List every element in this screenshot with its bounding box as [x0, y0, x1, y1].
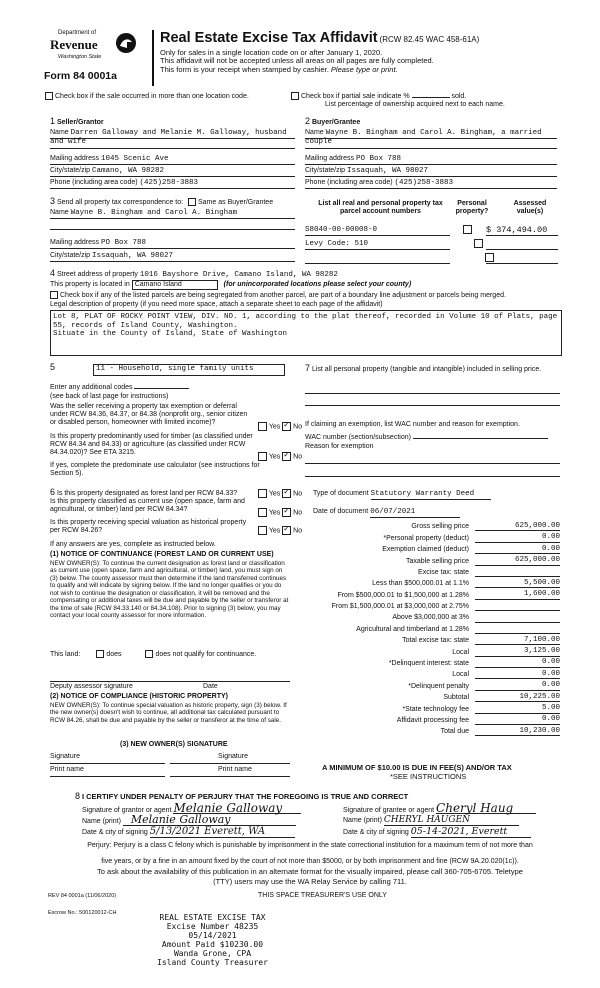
this-land-line: This land: does does not qualify for continuance.: [50, 650, 257, 658]
tax-row-label: From $1,500,000.01 at $3,000,000 at 2.75%: [331, 603, 469, 611]
tax-row: [300, 611, 560, 622]
stamp-line: 05/14/2021: [188, 930, 237, 940]
form-title: Real Estate Excise Tax Affidavit: [160, 30, 378, 46]
deputy-sig-label: Deputy assessor signature: [50, 683, 133, 690]
tax-row: [300, 588, 560, 599]
legal-line-1: Lot 8, PLAT OF ROCKY POINT VIEW, DIV. NO. 1, according to the plat thereof, recorded in Volume 10 of Plats, page 55, records of Island County, Washington.: [53, 313, 558, 330]
seller-city-line: City/state/zip Camano, WA 98282: [50, 167, 295, 177]
stamp-line: Island County Treasurer: [157, 957, 268, 967]
tax-row-label: Affidavit processing fee: [396, 716, 469, 724]
sec6-q2-no[interactable]: [282, 508, 291, 517]
owner-print-label-1: Print name: [50, 766, 84, 773]
sec5-q1-yes[interactable]: [258, 422, 267, 431]
see-instructions: *SEE INSTRUCTIONS: [390, 772, 467, 781]
owner-sig-line-1[interactable]: [50, 762, 165, 764]
stamp-line: Amount Paid $10230.00: [161, 939, 264, 949]
tax-row: [300, 702, 560, 713]
tax-row-value[interactable]: 7,100.00: [475, 636, 560, 646]
reason-exemption: Reason for exemption: [305, 443, 374, 450]
tax-row-label: Subtotal: [443, 694, 469, 702]
header-divider: [152, 30, 154, 86]
treasurer-use: THIS SPACE TREASURER'S USE ONLY: [258, 892, 387, 899]
tax-row-value[interactable]: 625,000.00: [475, 522, 560, 532]
tax-row-value[interactable]: 0.00: [475, 658, 560, 668]
rev-number: REV 84 0001a (11/06/2020): [48, 893, 117, 899]
buyer-mailing-field[interactable]: PO Box 788: [355, 155, 401, 163]
sec5-q2-answers: Yes ✓ No: [258, 452, 302, 461]
tax-row-label: Exemption claimed (deduct): [382, 546, 469, 554]
tax-row-value[interactable]: 625,000.00: [475, 556, 560, 566]
seller-heading: 1 Seller/Grantor: [50, 116, 104, 126]
wac-number-field[interactable]: [413, 438, 548, 439]
stamp-line: REAL ESTATE EXCISE TAX: [159, 913, 266, 922]
header-note-1: Only for sales in a single location code on or after January 1, 2020.: [160, 47, 383, 57]
notice1-text: NEW OWNER(S): To continue the current designation as forest land or classification as current use (open space, farm and agricultural, or timber) land, you must sign on (3) below. The county assessor must then determine if the land transferred continues to qualify and will indicate by signing below. If the land no longer qualifies or you do not wish to continue the designation or classification, it will be removed and the compensating or additional taxes will be due and payable by the seller or transferor at the time of sale (RCW 84.33.140 or 84.34.108). Prior to signing (3) below, you may contact your local county assessor for more information.: [50, 560, 289, 619]
land-does-checkbox[interactable]: [96, 650, 104, 658]
sec7-line-2[interactable]: [305, 404, 560, 406]
tax-row: [300, 623, 560, 634]
tax-row-label: Less than $500,000.01 at 1.1%: [372, 580, 469, 588]
dor-logo: [40, 30, 150, 88]
grantor-date-field[interactable]: 5/13/2021 Everett, WA: [150, 827, 295, 838]
buyer-name-field[interactable]: Wayne B. Bingham and Carol A. Bingham, a married couple: [305, 129, 542, 146]
sec6-q3-answers: Yes ✓ No: [258, 526, 302, 535]
if-any-yes: If any answers are yes, complete as instructed below.: [50, 541, 216, 548]
wac-claim: If claiming an exemption, list WAC number and reason for exemption.: [305, 421, 520, 428]
sec5-q2-no[interactable]: [282, 452, 291, 461]
tax-row-label: Excise tax: state: [418, 568, 469, 576]
form-number: Form 84 0001a: [44, 70, 117, 82]
sec5-q1-answers: Yes ✓ No: [258, 422, 302, 431]
seller-phone-line: Phone (including area code) (425)258-3883: [50, 179, 295, 189]
use-code-value: 11 - Household, single family units: [96, 365, 254, 373]
buyer-phone-line: Phone (including area code) (425)258-3883: [305, 179, 557, 189]
located-select[interactable]: Camano Island: [132, 280, 218, 290]
sec5-q2: Is this property predominantly used for timber (as classified under RCW 84.34 and 84.33) or agriculture (as classified under RCW 84.34.020)? See ETA 3215.: [50, 433, 253, 457]
tax-row-label: Total excise tax: state: [402, 637, 469, 645]
doc-date-field[interactable]: 06/07/2021: [370, 508, 460, 518]
minimum-note: A MINIMUM OF $10.00 IS DUE IN FEE(S) AND/OR TAX: [322, 763, 512, 772]
additional-codes-field[interactable]: [134, 388, 189, 389]
doc-type-field[interactable]: Statutory Warranty Deed: [371, 490, 491, 500]
tax-row: [300, 645, 560, 656]
tax-row-value[interactable]: 0.00: [475, 715, 560, 725]
owner-sig-label-2: Signature: [218, 753, 248, 760]
tax-row: [300, 600, 560, 611]
partial-sale-text: Check box if partial sale indicate %: [301, 92, 410, 100]
partial-sale-percent-field[interactable]: [412, 97, 450, 98]
seller-phone-field[interactable]: (425)258-3883: [139, 179, 199, 187]
tax-row-value[interactable]: [475, 622, 560, 623]
tax-row: [300, 554, 560, 565]
perjury-text-2: five years, or by a fine in an amount fixed by the court of not more than $5000, or by both imprisonment and fine (RCW 9A.20.020(1c)).: [101, 858, 519, 865]
certify-heading: 8 I CERTIFY UNDER PENALTY OF PERJURY THAT THE FOREGOING IS TRUE AND CORRECT: [75, 791, 409, 801]
tax-row: [300, 714, 560, 725]
tax-row-label: Total due: [440, 728, 469, 736]
doc-type-line: Type of document Statutory Warranty Deed: [313, 490, 491, 500]
parcel-2-personal-checkbox[interactable]: [474, 239, 483, 248]
grantor-name-row: Name (print) Melanie Galloway: [82, 815, 332, 826]
sec5-q1: Was the seller receiving a property tax exemption or deferral under RCW 84.36, 84.37, or 84.38 (nonprofit org., senior citizen or disabled person, homeowner with limited income)?: [50, 403, 248, 427]
tax-row-label: Gross selling price: [411, 523, 469, 531]
grantee-name-field[interactable]: CHERYL HAUGEN: [384, 815, 519, 826]
tax-row-value[interactable]: 0.00: [475, 670, 560, 680]
sec6-q2: Is this property classified as current use (open space, farm and agricultural, or timber) land per RCW 84.34?: [50, 498, 245, 514]
sec6-q1-no[interactable]: [282, 489, 291, 498]
sec6-q3-no[interactable]: [282, 526, 291, 535]
see-back: (see back of last page for instructions): [50, 393, 169, 400]
multi-location-text: Check box if the sale occurred in more than one location code.: [55, 92, 249, 100]
additional-codes: Enter any additional codes: [50, 384, 189, 392]
seller-name-line: Name Darren Galloway and Melanie M. Galloway, husband and wife: [50, 129, 295, 139]
segregated-check: Check box if any of the listed parcels are being segregated from another parcel, are part of a boundary line adjustment or parcels being merged.: [50, 291, 570, 300]
header-note-3b: Please type or print.: [330, 64, 398, 74]
owner-sig-label-1: Signature: [50, 753, 80, 760]
legal-label: Legal description of property (if you need more space, attach a separate sheet to each page of the affidavit): [50, 301, 383, 308]
owner-print-label-2: Print name: [218, 766, 252, 773]
deputy-sig-line[interactable]: [50, 680, 290, 682]
partial-sale-sold: sold.: [451, 92, 467, 100]
tax-row-value[interactable]: 0.00: [475, 533, 560, 543]
personal-property-col-header: Personal property?: [455, 200, 489, 216]
buyer-phone-field[interactable]: (425)258-3883: [394, 179, 454, 187]
parcel-1-field[interactable]: S8040-00-00008-0: [305, 226, 378, 234]
sec7-line-1[interactable]: [305, 392, 560, 394]
grantee-date-field[interactable]: 05-14-2021, Everett: [411, 827, 531, 838]
tax-row-label: *State technology fee: [402, 705, 469, 713]
wac-number: WAC number (section/subsection): [305, 434, 548, 442]
levy-code-field[interactable]: Levy Code: 510: [305, 240, 369, 248]
tax-row: [300, 520, 560, 531]
tax-row-label: Above $3,000,000 at 3%: [392, 614, 469, 622]
sec6-q3: Is this property receiving special valuation as historical property per RCW 84.26?: [50, 519, 247, 535]
tax-row: [300, 657, 560, 668]
sec5-number: 5: [50, 362, 56, 372]
notice2-text: NEW OWNER(S): To continue special valuation as historic property, sign (3) below. If the new owner(s) doesn't wish to continue, all additional tax calculated pursuant to RCW 84.26, shall be due and payable by the seller or transferor at the time of sale.: [50, 702, 287, 724]
tax-row-label: Taxable selling price: [405, 557, 469, 565]
grantee-name-row: Name (print) CHERYL HAUGEN: [343, 815, 568, 826]
tax-row-value[interactable]: 5.00: [475, 704, 560, 714]
partial-sale-check: [291, 92, 466, 101]
tax-row-label: *Delinquent interest: state: [388, 660, 469, 668]
tax-row: [300, 691, 560, 702]
owner-sig-line-2[interactable]: [170, 762, 290, 764]
segregated-checkbox[interactable]: [50, 291, 58, 299]
form-title-block: [160, 30, 580, 75]
tax-row-label: Local: [452, 648, 469, 656]
tax-row-label: From $500,000.01 to $1,500,000 at 1.28%: [337, 591, 469, 599]
tax-row: [300, 577, 560, 588]
corr-name-field[interactable]: Wayne B. Bingham and Carol A. Bingham: [70, 209, 238, 217]
dept-line1: Department of: [58, 30, 97, 36]
tax-row-value[interactable]: [475, 610, 560, 611]
tax-row: [300, 543, 560, 554]
seller-city-field[interactable]: Camano, WA 98282: [92, 167, 165, 175]
buyer-heading: 2 Buyer/Grantee: [305, 116, 361, 126]
deputy-date-label: Date: [203, 683, 218, 690]
sec5-q2b: If yes, complete the predominate use calculator (see instructions for Section 5).: [50, 462, 260, 478]
value-row-2: [486, 240, 558, 250]
seller-mailing-line: Mailing address 1045 Scenic Ave: [50, 155, 295, 165]
sec5-q2-yes[interactable]: [258, 452, 267, 461]
owner-print-line-1[interactable]: [50, 775, 165, 777]
parcel-row-1: [305, 226, 450, 236]
tax-row-value[interactable]: [475, 576, 560, 577]
correspondence-heading: 3 Send all property tax correspondence to: Same as Buyer/Grantee: [50, 196, 274, 206]
tax-row: [300, 725, 560, 736]
located-line: This property is located in Camano Island (for unincorporated locations please select your county): [50, 280, 560, 290]
tax-row: [300, 634, 560, 645]
sec6-q1-answers: Yes ✓ No: [258, 489, 302, 498]
buyer-name-line: Name Wayne B. Bingham and Carol A. Bingham, a married couple: [305, 129, 557, 139]
treasurer-stamp: [150, 914, 275, 968]
reason-line-2[interactable]: [305, 475, 560, 477]
header-note-3: This form is your receipt when stamped by cashier.: [160, 64, 329, 74]
tax-row-value[interactable]: 5,500.00: [475, 579, 560, 589]
grantor-name-field[interactable]: Melanie Galloway: [123, 815, 296, 826]
notice3-title: (3) NEW OWNER(S) SIGNATURE: [120, 741, 228, 748]
street-address-field[interactable]: 1016 Bayshore Drive, Camano Island, WA 98282: [139, 271, 338, 279]
sec6-q2-yes[interactable]: [258, 508, 267, 517]
grantee-date-row: Date & city of signing 05-14-2021, Everett: [343, 827, 568, 838]
corr-city-field[interactable]: Issaquah, WA 98027: [92, 252, 174, 260]
stamp-line: Wanda Grone, CPA: [173, 948, 252, 958]
reason-line-1[interactable]: [305, 462, 560, 464]
tax-calculation-table: [300, 520, 560, 736]
tax-row-value[interactable]: 0.00: [475, 545, 560, 555]
tax-row-label: *Personal property (deduct): [383, 534, 469, 542]
grantor-sig-row: Signature of grantor or agent Melanie Galloway: [82, 803, 332, 815]
tax-row-value[interactable]: 10,225.00: [475, 693, 560, 703]
dept-line3: Washington State: [58, 54, 102, 60]
tax-row-label: Agricultural and timberland at 1.28%: [356, 625, 469, 633]
notice2-title: (2) NOTICE OF COMPLIANCE (HISTORIC PROPERTY): [50, 693, 228, 700]
seller-name-field[interactable]: Darren Galloway and Melanie M. Galloway, husband and wife: [50, 129, 287, 146]
notice1-title: (1) NOTICE OF CONTINUANCE (FOREST LAND OR CURRENT USE): [50, 551, 274, 558]
tax-row-value[interactable]: [475, 633, 560, 634]
parcel-1-personal-checkbox[interactable]: [463, 225, 472, 234]
header-note-2: This affidavit will not be accepted unless all areas on all pages are fully completed.: [160, 56, 434, 66]
tax-row: [300, 531, 560, 542]
buyer-mailing-line: Mailing address PO Box 788: [305, 155, 557, 165]
corr-city-line: City/state/zip Issaquah, WA 98027: [50, 252, 295, 262]
sec6-q3-yes[interactable]: [258, 526, 267, 535]
escrow-number: Escrow No.: 500120012-CH: [48, 910, 117, 916]
buyer-blank-line: [305, 147, 557, 149]
land-does-not-checkbox[interactable]: [145, 650, 153, 658]
sec6-q2-answers: Yes ✓ No: [258, 508, 302, 517]
legal-description-box[interactable]: [50, 310, 562, 356]
same-as-buyer-checkbox[interactable]: [188, 198, 196, 206]
dept-line2: Revenue: [50, 37, 98, 52]
perjury-text-1: Perjury: Perjury is a class C felony which is punishable by imprisonment in the state correctional institution for a maximum term of not more than: [87, 842, 533, 849]
sec5-q1-no[interactable]: [282, 422, 291, 431]
value-row-1: [486, 226, 558, 236]
seller-mailing-field[interactable]: 1045 Scenic Ave: [100, 155, 169, 163]
tax-row-label: *Delinquent penalty: [408, 682, 469, 690]
multi-location-checkbox[interactable]: [45, 92, 53, 100]
use-code-box[interactable]: [93, 364, 285, 376]
corr-name-line: Name Wayne B. Bingham and Carol A. Bingham: [50, 209, 295, 219]
doc-date-line: Date of document 06/07/2021: [313, 508, 460, 518]
assessed-value-col-header: Assessed value(s): [513, 200, 547, 216]
ask-text-1: To ask about the availability of this publication in an alternate format for the visually impaired, please call 360-705-6705. Teletype: [97, 867, 523, 876]
grantor-signature[interactable]: Melanie Galloway: [173, 803, 301, 814]
tax-row-value[interactable]: 1,600.00: [475, 590, 560, 600]
owner-print-line-2[interactable]: [170, 775, 290, 777]
grantor-date-row: Date & city of signing 5/13/2021 Everett, WA: [82, 827, 332, 838]
sec6-q1-yes[interactable]: [258, 489, 267, 498]
corr-blank-line: [50, 228, 295, 230]
tax-row-value[interactable]: 3,125.00: [475, 647, 560, 657]
tax-row-label: Local: [452, 671, 469, 679]
sec6-q1: 6 Is this property designated as forest land per RCW 84.33?: [50, 487, 238, 497]
tax-row: [300, 566, 560, 577]
buyer-city-field[interactable]: Issaquah, WA 98027: [347, 167, 429, 175]
tax-row-value[interactable]: 0.00: [475, 681, 560, 691]
grantee-signature[interactable]: Cheryl Haug: [436, 803, 536, 814]
ask-text-2: (TTY) users may use the WA Relay Service by calling 711.: [213, 877, 407, 886]
grantee-sig-row: Signature of grantee or agent Cheryl Haug: [343, 803, 568, 815]
parcel-row-2: [305, 240, 450, 250]
buyer-city-line: City/state/zip Issaquah, WA 98027: [305, 167, 557, 177]
tax-row-value[interactable]: 10,230.00: [475, 727, 560, 737]
parcel-row-3: [305, 254, 450, 264]
corr-mailing-line: Mailing address PO Box 788: [50, 239, 295, 249]
value-1-field[interactable]: $ 374,494.00: [486, 225, 548, 235]
partial-sale-checkbox[interactable]: [291, 92, 299, 100]
form-rcw: (RCW 82.45 WAC 458-61A): [379, 35, 480, 44]
parcel-col-header: List all real and personal property tax parcel account numbers: [318, 200, 443, 216]
tax-row: [300, 668, 560, 679]
tax-row: [300, 679, 560, 690]
seller-blank-line: [50, 147, 295, 149]
street-line: 4 Street address of property 1016 Bayshore Drive, Camano Island, WA 98282: [50, 268, 338, 279]
list-pct-text: List percentage of ownership acquired next to each name.: [325, 101, 505, 108]
dor-logo-mark: [115, 32, 137, 54]
multi-location-check: [45, 92, 249, 101]
sec7-text: 7 List all personal property (tangible and intangible) included in selling price.: [305, 363, 542, 373]
value-row-3: [486, 254, 558, 264]
stamp-line: Excise Number 48235: [166, 921, 259, 931]
corr-mailing-field[interactable]: PO Box 788: [100, 239, 146, 247]
legal-line-2: Situate in the County of Island, State of Washington: [53, 330, 288, 339]
